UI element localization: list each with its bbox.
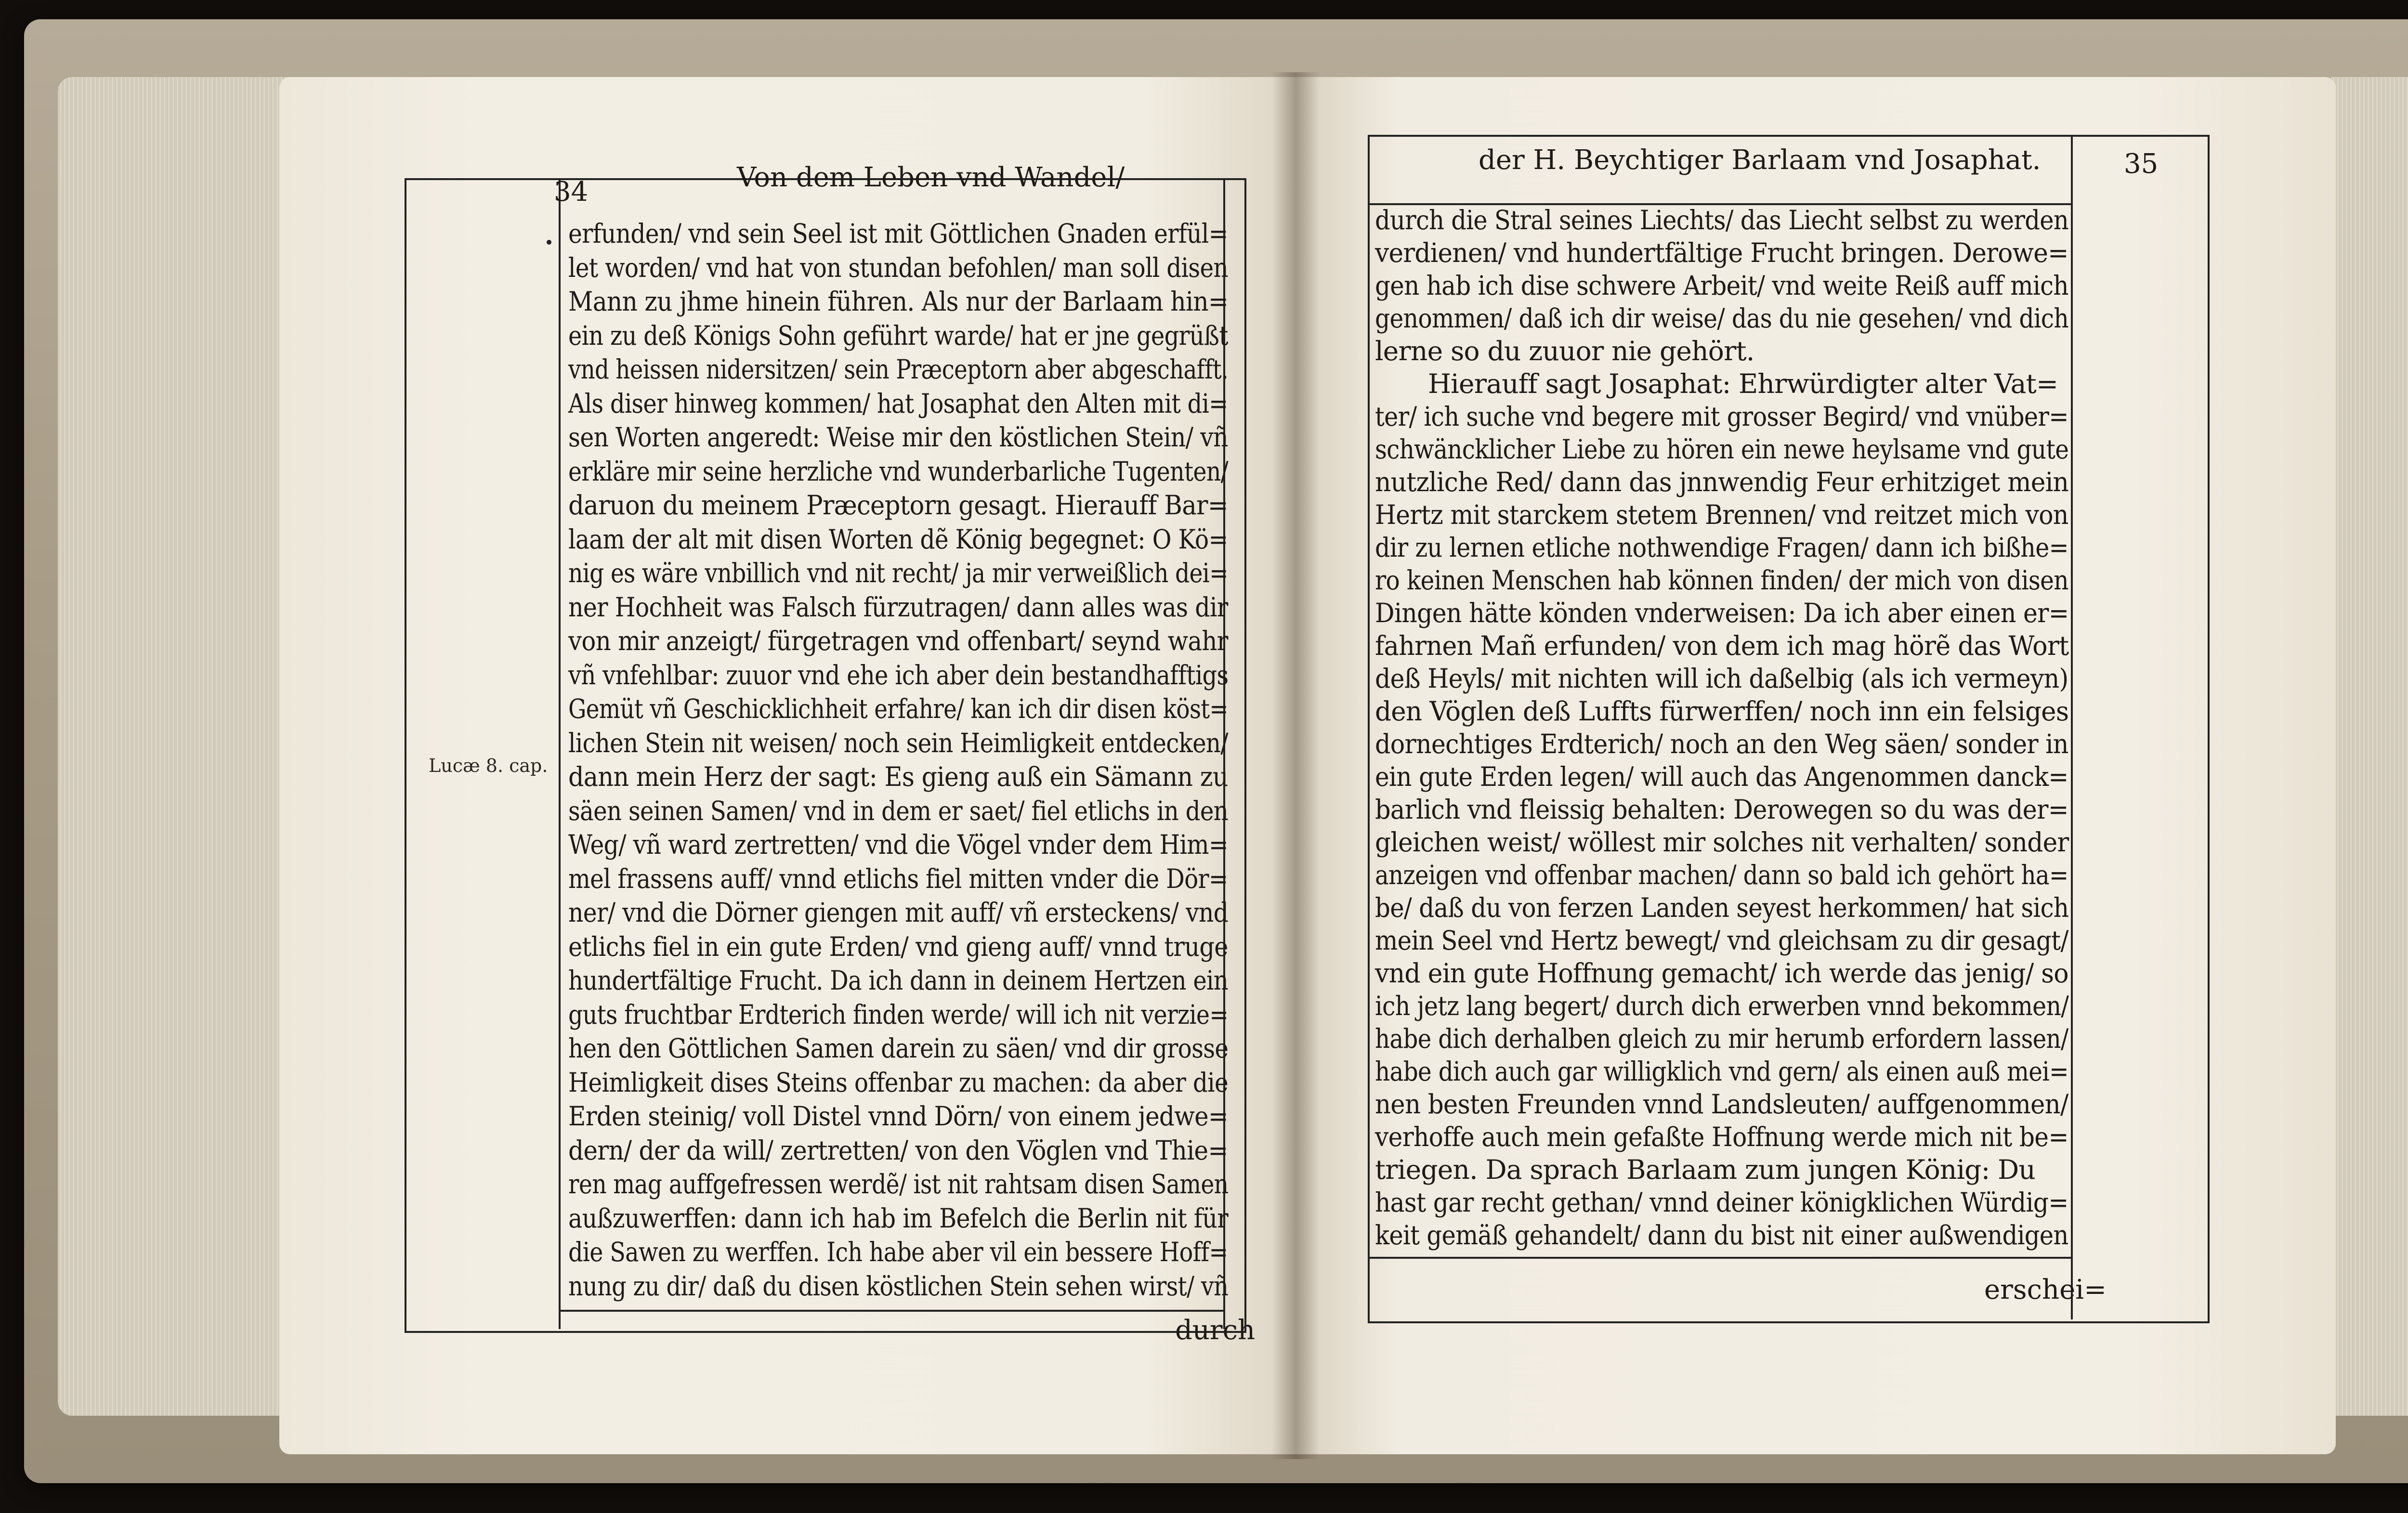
text-line: triegen. Da sprach Barlaam zum jungen König: Du (1375, 1154, 2036, 1185)
text-line: hundertfältige Frucht. Da ich dann in deinem Hertzen ein (568, 965, 1228, 996)
text-line: verhoffe auch mein gefaßte Hoffnung werde mich nit be= (1375, 1122, 2068, 1152)
text-line: ren mag auffgefressen werdẽ/ ist nit rahtsam disen Samen (568, 1169, 1229, 1200)
text-line: Dingen hätte könden vnderweisen: Da ich aber einen er= (1375, 598, 2069, 628)
text-line: laam der alt mit disen Worten dẽ König begegnet: O Kö= (568, 523, 1228, 555)
text-line: die Sawen zu werffen. Ich habe aber vil ein bessere Hoff= (568, 1237, 1228, 1267)
text-line: fahrnen Mañ erfunden/ von dem ich mag hörẽ das Wort (1375, 630, 2069, 661)
text-line: Hierauff sagt Josaphat: Ehrwürdigter alter Vat= (1428, 368, 2058, 399)
text-line: lichen Stein nit weisen/ noch sein Heimligkeit entdecken/ (568, 727, 1228, 758)
text-line: mein Seel vnd Hertz bewegt/ vnd gleichsam zu dir gesagt/ (1375, 925, 2068, 956)
text-line: ner Hochheit was Falsch fürzutragen/ dann alles was dir (568, 591, 1228, 623)
text-line: lerne so du zuuor nie gehört. (1375, 336, 1754, 366)
text-line: durch die Stral seines Liechts/ das Liecht selbst zu werden (1375, 205, 2069, 235)
text-line: von mir anzeigt/ fürgetragen vnd offenbart/ seynd wahr (568, 626, 1228, 656)
text-line: dern/ der da will/ zertretten/ von den Vöglen vnd Thie= (568, 1135, 1228, 1166)
right-page (1296, 77, 2336, 1454)
left-margin-rule (559, 178, 561, 1329)
text-line: Erden steinig/ voll Distel vnnd Dörn/ von einem jedwe= (568, 1101, 1229, 1132)
text-line: daruon du meinem Præceptorn gesagt. Hierauff Bar= (568, 490, 1228, 521)
text-line: Heimligkeit dises Steins offenbar zu machen: da aber die (568, 1067, 1228, 1098)
text-line: verdienen/ vnd hundertfältige Frucht bringen. Derowe= (1375, 237, 2068, 268)
left-page-number: 34 (554, 176, 589, 208)
text-line: gleichen weist/ wöllest mir solches nit verhalten/ sonder (1375, 827, 2069, 858)
text-line: hast gar recht gethan/ vnnd deiner königklichen Würdig= (1375, 1187, 2068, 1218)
text-line: ro keinen Menschen hab können finden/ der mich von disen (1375, 565, 2068, 596)
text-line: gen hab ich dise schwere Arbeit/ vnd weite Reiß auff mich (1375, 270, 2068, 301)
text-line: nig es wäre vnbillich vnd nit recht/ ja mir verweißlich dei= (568, 558, 1228, 588)
text-line: ner/ vnd die Dörner giengen mit auff/ vñ ersteckens/ vnd (568, 897, 1229, 928)
text-line: Hertz mit starckem stetem Brennen/ vnd reitzet mich von (1375, 499, 2068, 530)
marginal-mark (547, 240, 551, 245)
text-line: etlichs fiel in ein gute Erden/ vnd gieng auff/ vnnd truge (568, 931, 1228, 962)
text-line: dornechtiges Erdterich/ noch an den Weg säen/ sonder in (1375, 729, 2068, 759)
left-bottom-rule (559, 1310, 1223, 1312)
text-line: guts fruchtbar Erdterich finden werde/ will ich nit verzie= (568, 999, 1229, 1030)
text-line: nutzliche Red/ dann das jnnwendig Feur erhitziget mein (1375, 467, 2069, 497)
text-line: ein zu deß Königs Sohn geführt warde/ hat er jne gegrüßt (568, 320, 1228, 351)
right-bottom-rule (1368, 1257, 2071, 1259)
text-line: nung zu dir/ daß du disen köstlichen Stein sehen wirst/ vñ (568, 1270, 1229, 1302)
text-line: habe dich auch gar willigklich vnd gern/ als einen auß mei= (1375, 1056, 2068, 1087)
text-line: Weg/ vñ ward zertretten/ vnd die Vögel vnder dem Him= (568, 829, 1228, 860)
text-line: let worden/ vnd hat von stundan befohlen/ man soll disen (568, 252, 1228, 283)
right-running-title: der H. Beychtiger Barlaam vnd Josaphat. (1479, 144, 2041, 176)
right-catchword: erschei= (1984, 1274, 2107, 1305)
left-page (279, 77, 1296, 1454)
text-line: hen den Göttlichen Samen darein zu säen/ vnd dir grosse (568, 1033, 1229, 1064)
left-page-edges (58, 77, 289, 1416)
text-line: genommen/ daß ich dir weise/ das du nie gesehen/ vnd dich (1375, 303, 2069, 334)
right-page-number: 35 (2124, 148, 2159, 180)
text-line: ein gute Erden legen/ will auch das Angenommen danck= (1375, 761, 2068, 792)
left-catchword: durch (1175, 1315, 1256, 1346)
text-line: habe dich derhalben gleich zu mir herumb erfordern lassen/ (1375, 1023, 2068, 1054)
text-line: Mann zu jhme hinein führen. Als nur der Barlaam hin= (568, 286, 1229, 317)
left-running-title: Von dem Leben vnd Wandel/ (737, 162, 1125, 193)
book-gutter (1271, 72, 1320, 1459)
text-line: sen Worten angeredt: Weise mir den köstlichen Stein/ vñ (568, 422, 1228, 453)
text-line: vnd ein gute Hoffnung gemacht/ ich werde das jenig/ so (1375, 958, 2068, 989)
text-line: deß Heyls/ mit nichten will ich daßelbig (als ich vermeyn) (1375, 663, 2068, 694)
text-line: außzuwerffen: dann ich hab im Befelch die Berlin nit für (568, 1202, 1228, 1234)
right-text-column (1375, 203, 2068, 1253)
text-line: barlich vnd fleissig behalten: Derowegen so du was der= (1375, 794, 2068, 825)
text-line: ter/ ich suche vnd begere mit grosser Begird/ vnd vnüber= (1375, 401, 2068, 432)
text-line: den Vöglen deß Luffts fürwerffen/ noch inn ein felsiges (1375, 696, 2069, 727)
text-line: mel frassens auff/ vnnd etlichs fiel mitten vnder die Dör= (568, 863, 1228, 894)
right-page-edges (2331, 77, 2408, 1416)
text-line: schwäncklicher Liebe zu hören ein newe heylsame vnd gute (1375, 434, 2069, 465)
margin-note: Lucæ 8. cap. (429, 755, 548, 776)
text-line: erfunden/ vnd sein Seel ist mit Göttlichen Gnaden erfül= (568, 218, 1228, 249)
text-line: vñ vnfehlbar: zuuor vnd ehe ich aber dein bestandhafftigs (568, 659, 1229, 691)
text-line: ich jetz lang begert/ durch dich erwerben vnnd bekommen/ (1375, 991, 2069, 1021)
text-line: be/ daß du von ferzen Landen seyest herkommen/ hat sich (1375, 892, 2069, 923)
left-text-column (568, 217, 1228, 1310)
text-line: dir zu lernen etliche nothwendige Fragen/ dann ich bißhe= (1375, 532, 2068, 563)
text-line: anzeigen vnd offenbar machen/ dann so bald ich gehört ha= (1375, 860, 2068, 890)
text-line: nen besten Freunden vnnd Landsleuten/ auffgenommen/ (1375, 1089, 2068, 1120)
text-line: säen seinen Samen/ vnd in dem er saet/ fiel etlichs in den (568, 795, 1229, 826)
text-line: keit gemäß gehandelt/ dann du bist nit einer außwendigen (1375, 1220, 2068, 1251)
right-inner-rule (2071, 135, 2073, 1319)
text-line: Gemüt vñ Geschicklichheit erfahre/ kan ich dir disen köst= (568, 693, 1228, 724)
text-line: erkläre mir seine herzliche vnd wunderbarliche Tugenten/ (568, 456, 1228, 487)
text-line: Als diser hinweg kommen/ hat Josaphat den Alten mit di= (568, 388, 1228, 419)
text-line: dann mein Herz der sagt: Es gieng auß ein Sämann zu (568, 761, 1228, 792)
text-line: vnd heissen nidersitzen/ sein Præceptorn aber abgeschafft. (568, 354, 1229, 385)
